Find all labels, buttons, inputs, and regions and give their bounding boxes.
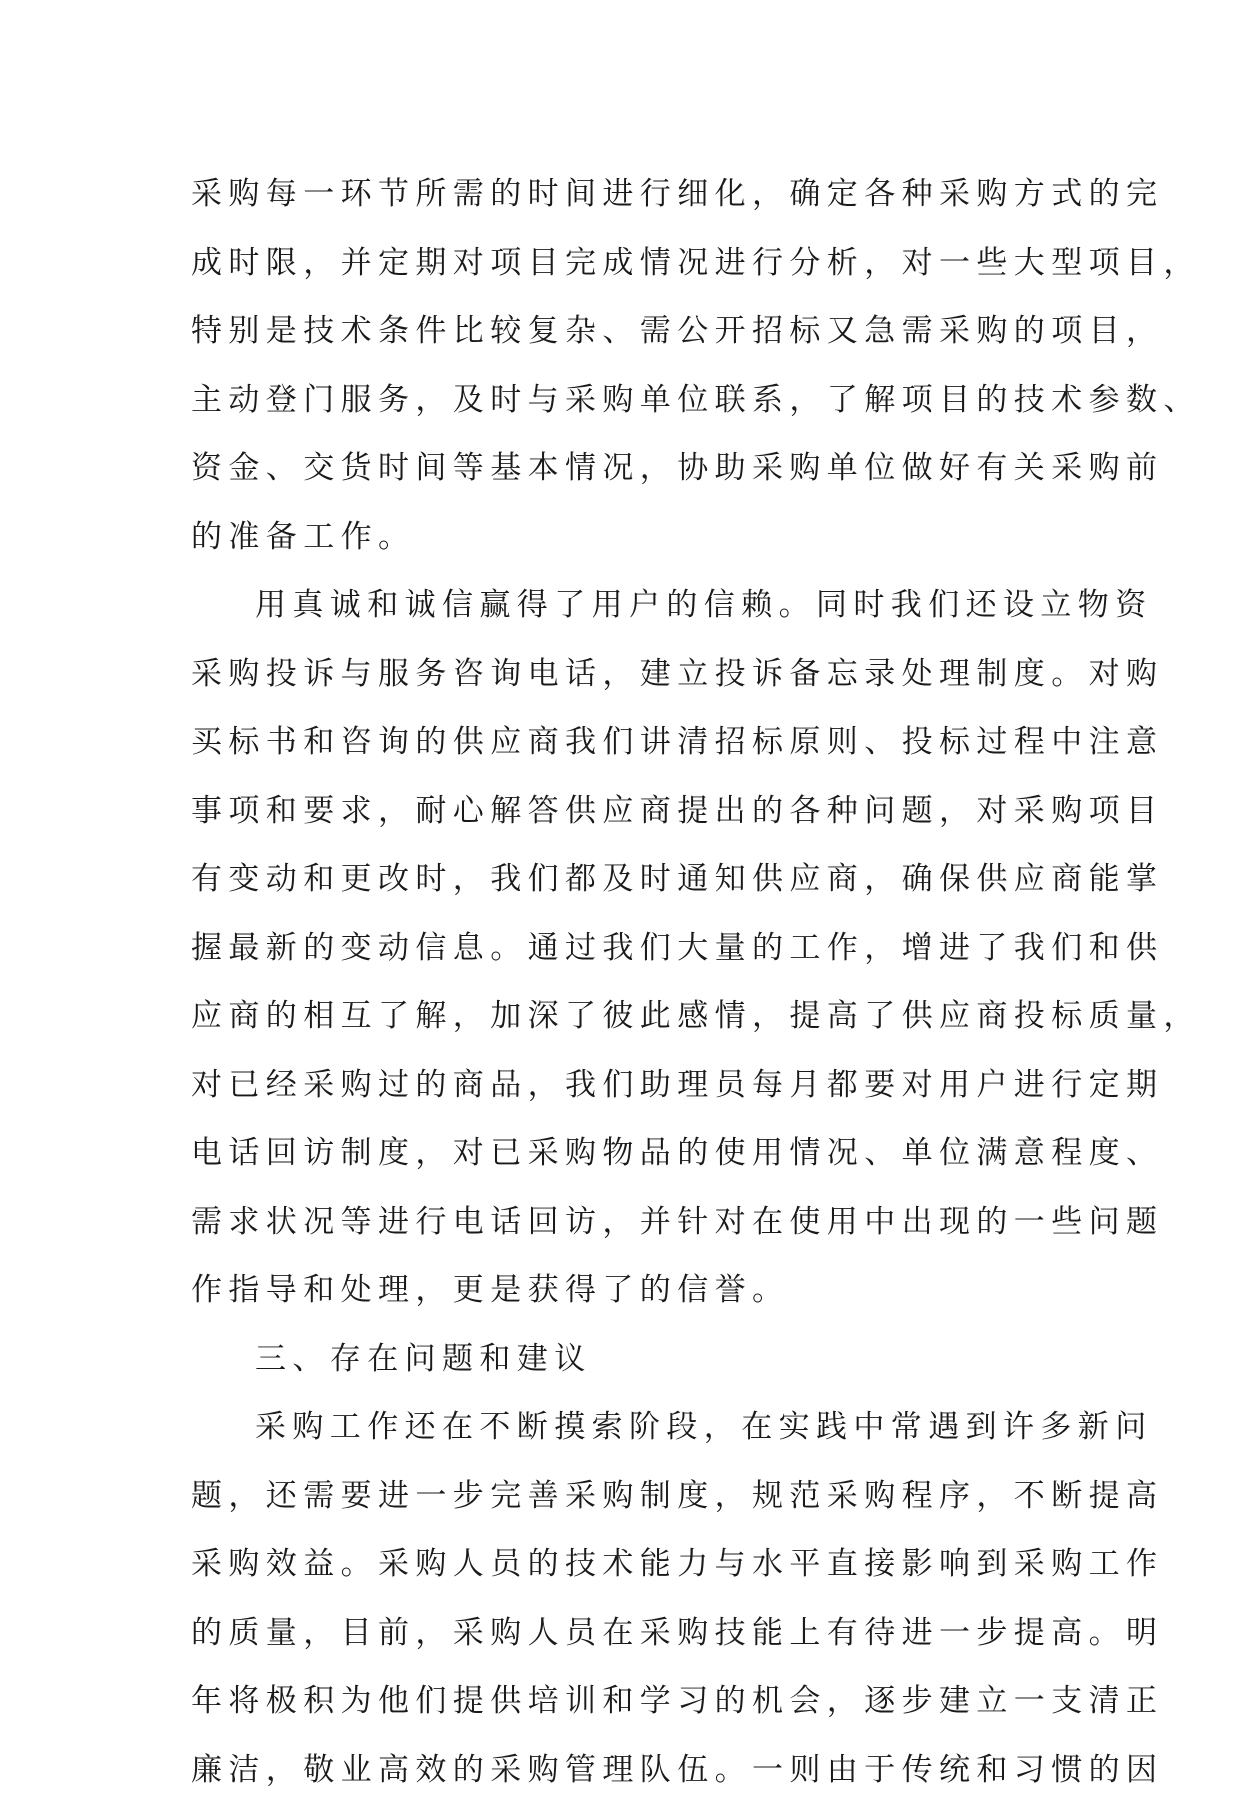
text-line: 成时限，并定期对项目完成情况进行分析，对一些大型项目， bbox=[191, 229, 1071, 298]
text-line: 采购工作还在不断摸索阶段，在实践中常遇到许多新问 bbox=[191, 1393, 1071, 1462]
text-line: 应商的相互了解，加深了彼此感情，提高了供应商投标质量， bbox=[191, 982, 1071, 1051]
text-line: 事项和要求，耐心解答供应商提出的各种问题，对采购项目 bbox=[191, 777, 1071, 846]
text-line: 的质量，目前，采购人员在采购技能上有待进一步提高。明 bbox=[191, 1599, 1071, 1668]
text-line: 廉洁，敬业高效的采购管理队伍。一则由于传统和习惯的因 bbox=[191, 1736, 1071, 1804]
text-line: 三、存在问题和建议 bbox=[191, 1325, 1071, 1394]
text-line: 作指导和处理，更是获得了的信誉。 bbox=[191, 1256, 1071, 1325]
text-line: 需求状况等进行电话回访，并针对在使用中出现的一些问题 bbox=[191, 1188, 1071, 1257]
text-line: 有变动和更改时，我们都及时通知供应商，确保供应商能掌 bbox=[191, 845, 1071, 914]
text-line: 电话回访制度，对已采购物品的使用情况、单位满意程度、 bbox=[191, 1119, 1071, 1188]
text-line: 对已经采购过的商品，我们助理员每月都要对用户进行定期 bbox=[191, 1051, 1071, 1120]
text-line: 采购投诉与服务咨询电话，建立投诉备忘录处理制度。对购 bbox=[191, 640, 1071, 709]
text-line: 采购每一环节所需的时间进行细化，确定各种采购方式的完 bbox=[191, 160, 1071, 229]
text-line: 的准备工作。 bbox=[191, 503, 1071, 572]
text-line: 用真诚和诚信赢得了用户的信赖。同时我们还设立物资 bbox=[191, 571, 1071, 640]
text-line: 年将极积为他们提供培训和学习的机会，逐步建立一支清正 bbox=[191, 1667, 1071, 1736]
text-line: 握最新的变动信息。通过我们大量的工作，增进了我们和供 bbox=[191, 914, 1071, 983]
text-line: 特别是技术条件比较复杂、需公开招标又急需采购的项目， bbox=[191, 297, 1071, 366]
text-line: 资金、交货时间等基本情况，协助采购单位做好有关采购前 bbox=[191, 434, 1071, 503]
text-line: 题，还需要进一步完善采购制度，规范采购程序，不断提高 bbox=[191, 1462, 1071, 1531]
text-line: 主动登门服务，及时与采购单位联系，了解项目的技术参数、 bbox=[191, 366, 1071, 435]
text-line: 采购效益。采购人员的技术能力与水平直接影响到采购工作 bbox=[191, 1530, 1071, 1599]
text-line: 买标书和咨询的供应商我们讲清招标原则、投标过程中注意 bbox=[191, 708, 1071, 777]
body-text bbox=[191, 160, 1071, 1804]
